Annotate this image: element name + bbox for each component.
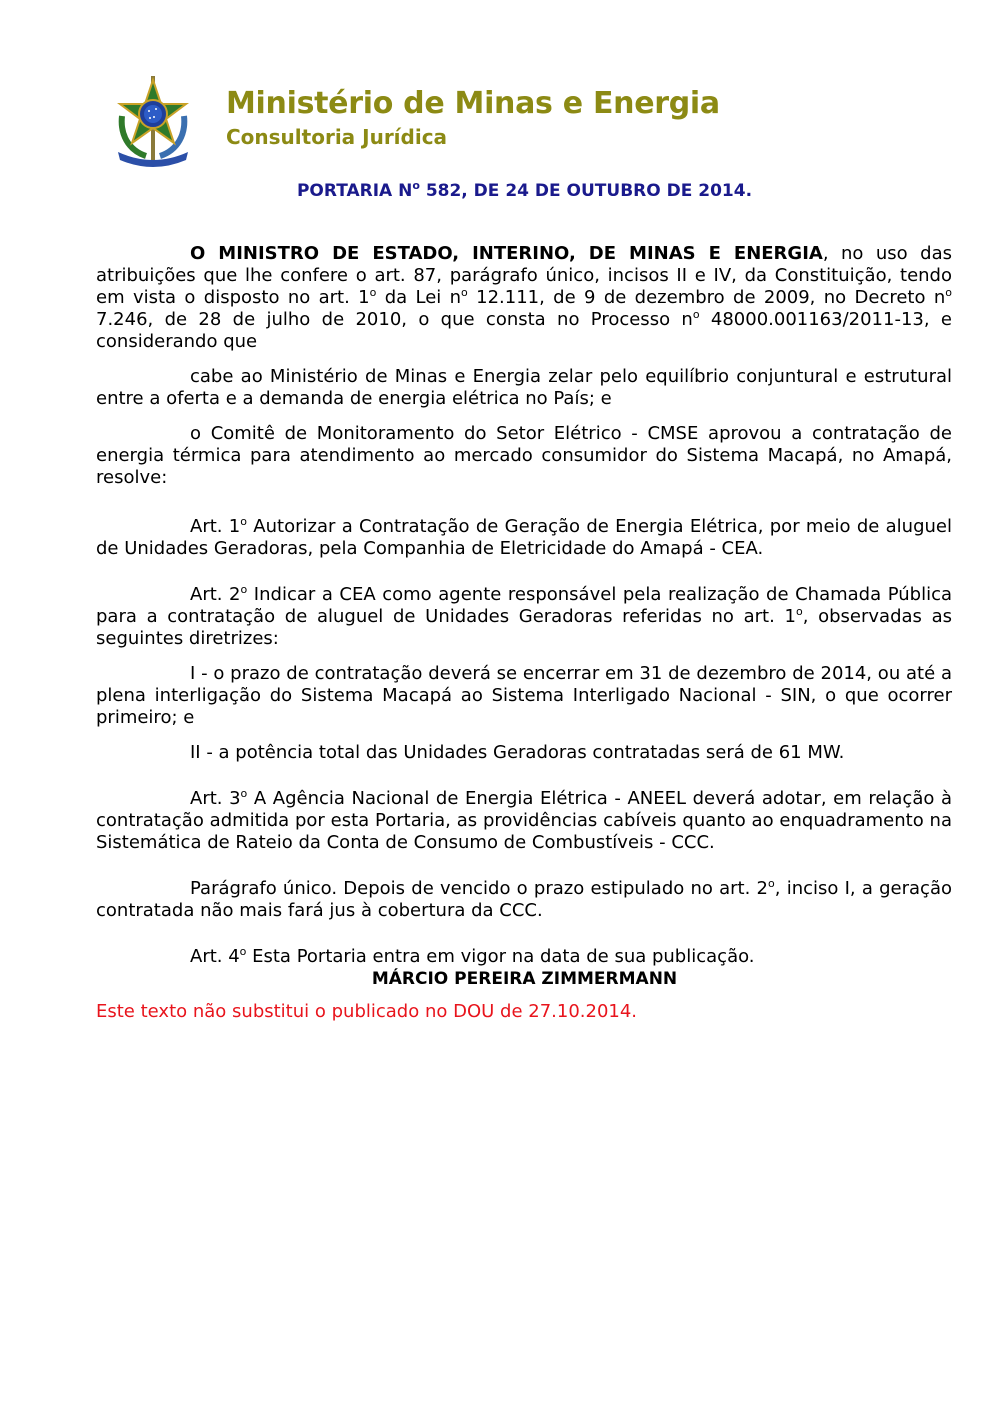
- consideration-paragraph: o Comitê de Monitoramento do Setor Elétrico - CMSE aprovou a contratação de energia térmica para atendimento ao mercado consumidor do Sistema Macapá, no Amapá, resolve:: [96, 423, 952, 488]
- document-title: PORTARIA $N^o$ 582, DE 24 DE OUTUBRO DE 2014.: [296, 179, 753, 201]
- consideration-paragraph: cabe ao Ministério de Minas e Energia zelar pelo equilíbrio conjuntural e estrutural entre a oferta e a demanda de energia elétrica no País; e: [96, 366, 952, 409]
- article-1: Art. 1$^o$ Autorizar a Contratação de Geração de Energia Elétrica, por meio de aluguel de Unidades Geradoras, pela Companhia de Eletricidade do Amapá - CEA.: [96, 515, 953, 559]
- inciso-2: II - a potência total das Unidades Geradoras contratadas será de 61 MW.: [190, 742, 845, 763]
- org-unit: Consultoria Jurídica: [226, 125, 448, 149]
- signature-name: MÁRCIO PEREIRA ZIMMERMANN: [371, 969, 678, 989]
- authority-text: O MINISTRO DE ESTADO, INTERINO, DE MINAS E ENERGIA: [190, 243, 823, 264]
- brazil-coat-of-arms-icon: [114, 72, 192, 170]
- org-name: Ministério de Minas e Energia: [226, 86, 720, 121]
- article-2: Art. 2$^o$ Indicar a CEA como agente responsável pela realização de Chamada Pública para a contratação de aluguel de Unidades Geradoras referidas no art. 1$^o$, observadas as seguintes diretrizes:: [96, 583, 952, 649]
- article-4: Art. 4$^o$ Esta Portaria entra em vigor na data de sua publicação.: [190, 945, 755, 967]
- article-3: Art. 3$^o$ A Agência Nacional de Energia Elétrica - ANEEL deverá adotar, em relação à contratação admitida por esta Portaria, as providências cabíveis quanto ao enquadramento na Sistemática de Rateio da Conta de Consumo de Combustíveis - CCC.: [96, 787, 952, 853]
- preamble-paragraph: O MINISTRO DE ESTADO, INTERINO, DE MINAS E ENERGIA, no uso das atribuições que lhe confere o art. 87, parágrafo único, incisos II e IV, da Constituição, tendo em vista o disposto no art. 1$^o$ da Lei $n^o$ 12.111, de 9 de dezembro de 2009, no Decreto $n^o$ 7.246, de 28 de julho de 2010, o que consta no Processo $n^o$ 48000.001163/2011-13, e considerando que: [96, 243, 952, 352]
- sole-paragraph: Parágrafo único. Depois de vencido o prazo estipulado no art. 2$^o$, inciso I, a geração contratada não mais fará jus à cobertura da CCC.: [96, 877, 952, 921]
- inciso-1: I - o prazo de contratação deverá se encerrar em 31 de dezembro de 2014, ou até a plena interligação do Sistema Macapá ao Sistema Interligado Nacional - SIN, o que ocorrer primeiro; e: [96, 663, 952, 728]
- disclaimer-note: Este texto não substitui o publicado no DOU de 27.10.2014.: [96, 1001, 638, 1022]
- document-body: [96, 243, 952, 968]
